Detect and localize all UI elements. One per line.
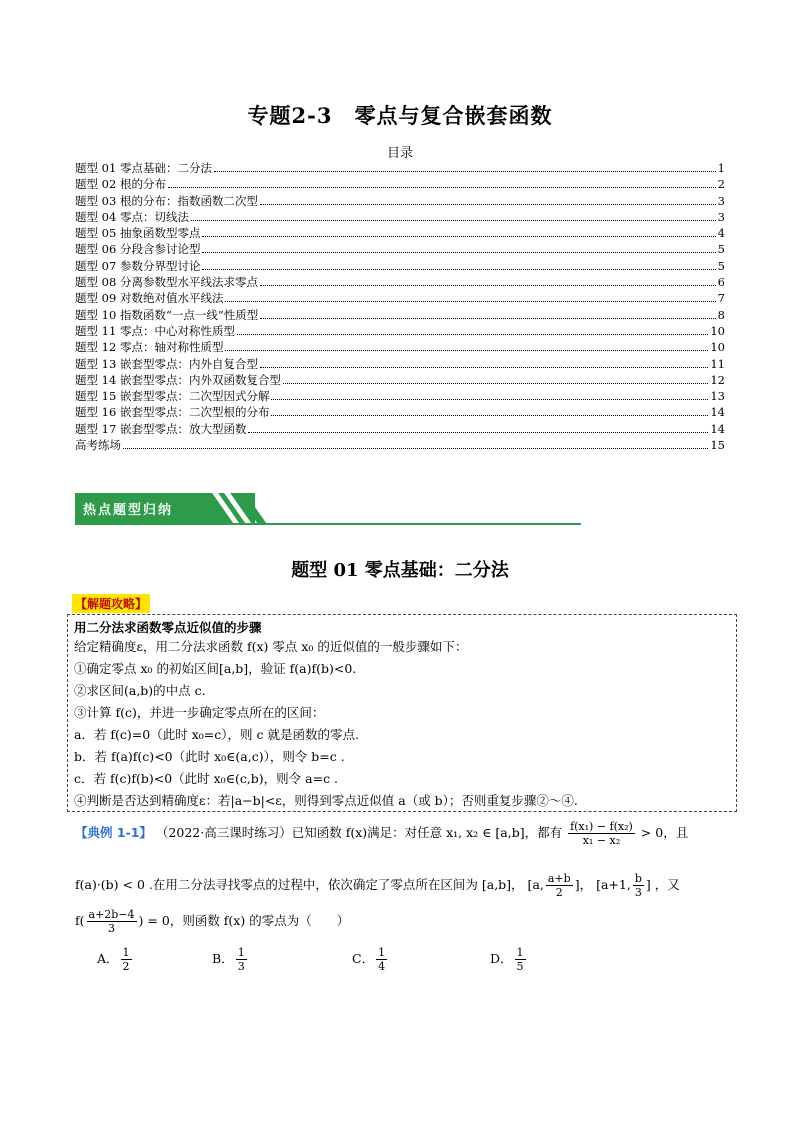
toc-leader-dots	[191, 219, 716, 221]
example-text: x₁, x₂ ∈ [a,b]，都有	[446, 825, 563, 840]
frac-denominator: 5	[516, 960, 524, 973]
frac-numerator: a+b	[547, 872, 571, 885]
toc-entry-label: 题型 12 零点：轴对称性质型	[75, 340, 224, 355]
toc-entry-page: 5	[717, 258, 725, 273]
toc-leader-dots	[283, 382, 708, 384]
toc-entry-label: 题型 02 根的分布	[75, 177, 166, 192]
toc-leader-dots	[123, 447, 708, 449]
option-b[interactable]	[212, 946, 249, 973]
toc-leader-dots	[214, 170, 716, 172]
example-line-2	[75, 872, 680, 899]
toc-leader-dots	[202, 235, 715, 237]
option-fraction	[376, 946, 387, 973]
toc-entry-page: 8	[717, 307, 725, 322]
strategy-tag: 【解题攻略】	[72, 594, 150, 613]
example-line-1	[75, 820, 688, 847]
example-text: = 0，则函数 f(x) 的零点为（ ）	[147, 913, 350, 928]
option-letter: C．	[352, 951, 375, 966]
toc-entry[interactable]	[75, 290, 725, 306]
option-d[interactable]	[490, 946, 528, 973]
toc-entry[interactable]	[75, 225, 725, 241]
toc-leader-dots	[260, 366, 708, 368]
toc-entry[interactable]	[75, 193, 725, 209]
frac-denominator: 3	[634, 886, 642, 899]
frac-denominator: 3	[237, 960, 245, 973]
toc-entry-label: 题型 09 对数绝对值水平线法	[75, 291, 224, 306]
toc-entry-page: 12	[710, 372, 725, 387]
toc-leader-dots	[271, 398, 708, 400]
table-of-contents	[75, 160, 725, 453]
toc-leader-dots	[271, 414, 708, 416]
toc-entry-page: 10	[710, 340, 725, 355]
toc-entry-label: 题型 01 零点基础：二分法	[75, 161, 212, 175]
toc-leader-dots	[260, 203, 716, 205]
toc-leader-dots	[260, 317, 715, 319]
strategy-line: a．若 f(c)=0（此时 x₀=c），则 c 就是函数的零点.	[74, 727, 359, 742]
strategy-line: ④判断是否达到精确度ε：若|a−b|<ε，则得到零点近似值 a（或 b）；否则重复步骤②～④.	[74, 793, 578, 808]
toc-entry-page: 14	[710, 405, 725, 420]
interval-left: a+1,	[600, 877, 631, 892]
hot-topics-banner	[75, 493, 581, 525]
option-a[interactable]	[97, 946, 134, 973]
toc-heading: 目录	[386, 146, 413, 161]
toc-entry-label: 题型 06 分段含参讨论型	[75, 242, 201, 257]
frac-numerator: b	[634, 872, 642, 885]
strategy-line: ②求区间(a,b)的中点 c.	[74, 683, 206, 698]
toc-entry-page: 10	[710, 323, 725, 338]
toc-entry-label: 题型 11 零点：中心对称性质型	[75, 323, 235, 338]
example-text: f(x)满足：对任意	[345, 825, 443, 840]
frac-numerator: 1	[516, 946, 524, 959]
toc-entry[interactable]	[75, 274, 725, 290]
toc-entry-label: 题型 17 嵌套型零点：放大型函数	[75, 421, 247, 436]
option-c[interactable]	[352, 946, 389, 973]
example-text: [a,b]，	[481, 877, 524, 892]
toc-entry[interactable]	[75, 339, 725, 355]
toc-entry-page: 5	[717, 242, 725, 257]
toc-leader-dots	[260, 284, 716, 286]
section-title: 题型 01 零点基础：二分法	[291, 560, 509, 581]
frac-numerator: f(x₁) − f(x₂)	[570, 820, 633, 833]
argument-fraction	[87, 908, 137, 935]
toc-entry[interactable]	[75, 241, 725, 257]
difference-quotient	[568, 820, 635, 847]
interval-fraction	[546, 872, 573, 899]
toc-entry-page: 3	[717, 209, 725, 224]
toc-leader-dots	[225, 349, 708, 351]
document-title: 专题2-3 零点与复合嵌套函数	[247, 103, 553, 128]
example-text: > 0，且	[640, 825, 689, 840]
option-letter: B．	[212, 951, 234, 966]
toc-entry-label: 题型 13 嵌套型零点：内外自复合型	[75, 356, 258, 371]
toc-entry-label: 题型 14 嵌套型零点：内外双函数复合型	[75, 372, 281, 387]
toc-entry[interactable]	[75, 307, 725, 323]
toc-entry[interactable]	[75, 372, 725, 388]
option-fraction	[121, 946, 132, 973]
banner-underline	[75, 523, 581, 525]
toc-entry[interactable]	[75, 388, 725, 404]
strategy-box	[67, 614, 737, 812]
strategy-line: ③计算 f(c)，并进一步确定零点所在的区间：	[74, 705, 325, 720]
toc-entry-label: 题型 10 指数函数“一点一线”性质型	[75, 307, 259, 322]
example-text: f(a)·(b) < 0 .在用二分法寻找零点的过程中，依次确定了零点所在区间为	[75, 877, 478, 892]
frac-numerator: 1	[122, 946, 130, 959]
option-fraction	[515, 946, 526, 973]
toc-entry[interactable]	[75, 437, 725, 453]
toc-entry[interactable]	[75, 421, 725, 437]
strategy-line: c．若 f(c)f(b)<0（此时 x₀∈(c,b)，则令 a=c .	[74, 771, 339, 786]
example-source: （2022·高三课时练习）已知函数	[155, 825, 342, 840]
toc-entry-page: 1	[717, 161, 725, 175]
frac-denominator: x₁ − x₂	[582, 834, 621, 847]
banner-text: 热点题型归纳	[83, 503, 174, 518]
strategy-title: 用二分法求函数零点近似值的步骤	[74, 620, 262, 635]
toc-entry-label: 题型 04 零点：切线法	[75, 209, 189, 224]
toc-leader-dots	[202, 251, 715, 253]
toc-entry-label: 题型 05 抽象函数型零点	[75, 226, 201, 241]
frac-denominator: 2	[555, 886, 563, 899]
toc-entry-label: 题型 16 嵌套型零点：二次型根的分布	[75, 405, 270, 420]
interval-3: [a+1, $\frac{b}{3}$ ]	[596, 872, 651, 899]
toc-entry[interactable]	[75, 323, 725, 339]
interval-2: [a, $\frac{a+b}{2}$ ]，	[527, 872, 593, 899]
toc-entry-page: 2	[717, 177, 725, 192]
strategy-line: ①确定零点 x₀ 的初始区间[a,b]，验证 f(a)f(b)<0.	[74, 661, 357, 676]
toc-entry-label: 题型 07 参数分界型讨论	[75, 258, 201, 273]
toc-entry[interactable]	[75, 176, 725, 192]
toc-entry-label: 题型 15 嵌套型零点：二次型因式分解	[75, 389, 270, 404]
toc-entry-page: 15	[710, 438, 725, 453]
option-fraction	[236, 946, 247, 973]
toc-leader-dots	[248, 431, 708, 433]
toc-entry-label: 题型 08 分离参数型水平线法求零点	[75, 275, 258, 290]
interval-fraction	[633, 872, 644, 899]
frac-numerator: a+2b−4	[88, 908, 135, 921]
frac-numerator: 1	[378, 946, 386, 959]
example-tag: 【典例 1-1】	[75, 825, 152, 840]
toc-entry-page: 4	[717, 226, 725, 241]
toc-entry-page: 7	[717, 291, 725, 306]
toc-entry[interactable]	[75, 258, 725, 274]
toc-entry[interactable]	[75, 209, 725, 225]
frac-numerator: 1	[237, 946, 245, 959]
strategy-line: b．若 f(a)f(c)<0（此时 x₀∈(a,c)），则令 b=c .	[74, 749, 345, 764]
toc-entry[interactable]	[75, 404, 725, 420]
toc-entry-label: 高考练场	[75, 438, 121, 453]
toc-entry-page: 6	[717, 275, 725, 290]
toc-entry[interactable]	[75, 356, 725, 372]
toc-leader-dots	[225, 300, 715, 302]
toc-leader-dots	[237, 333, 708, 335]
option-letter: A．	[97, 951, 119, 966]
interval-left: a,	[532, 877, 544, 892]
toc-leader-dots	[202, 268, 715, 270]
frac-denominator: 3	[108, 922, 116, 935]
toc-entry-label: 题型 03 根的分布：指数函数二次型	[75, 193, 258, 208]
frac-denominator: 2	[122, 960, 130, 973]
frac-denominator: 4	[378, 960, 386, 973]
option-letter: D．	[490, 951, 513, 966]
toc-entry-page: 13	[710, 389, 725, 404]
toc-entry-page: 14	[710, 421, 725, 436]
toc-entry-page: 3	[717, 193, 725, 208]
toc-entry-page: 11	[710, 356, 725, 371]
example-text: ，又	[654, 877, 680, 892]
toc-entry[interactable]	[75, 160, 725, 176]
example-line-3: f( $\frac{a+2b-4}{3}$ ) = 0，则函数 f(x) 的零点为（ ）	[75, 908, 350, 935]
toc-leader-dots	[168, 186, 716, 188]
strategy-line: 给定精确度ε，用二分法求函数 f(x) 零点 x₀ 的近似值的一般步骤如下：	[74, 639, 468, 654]
